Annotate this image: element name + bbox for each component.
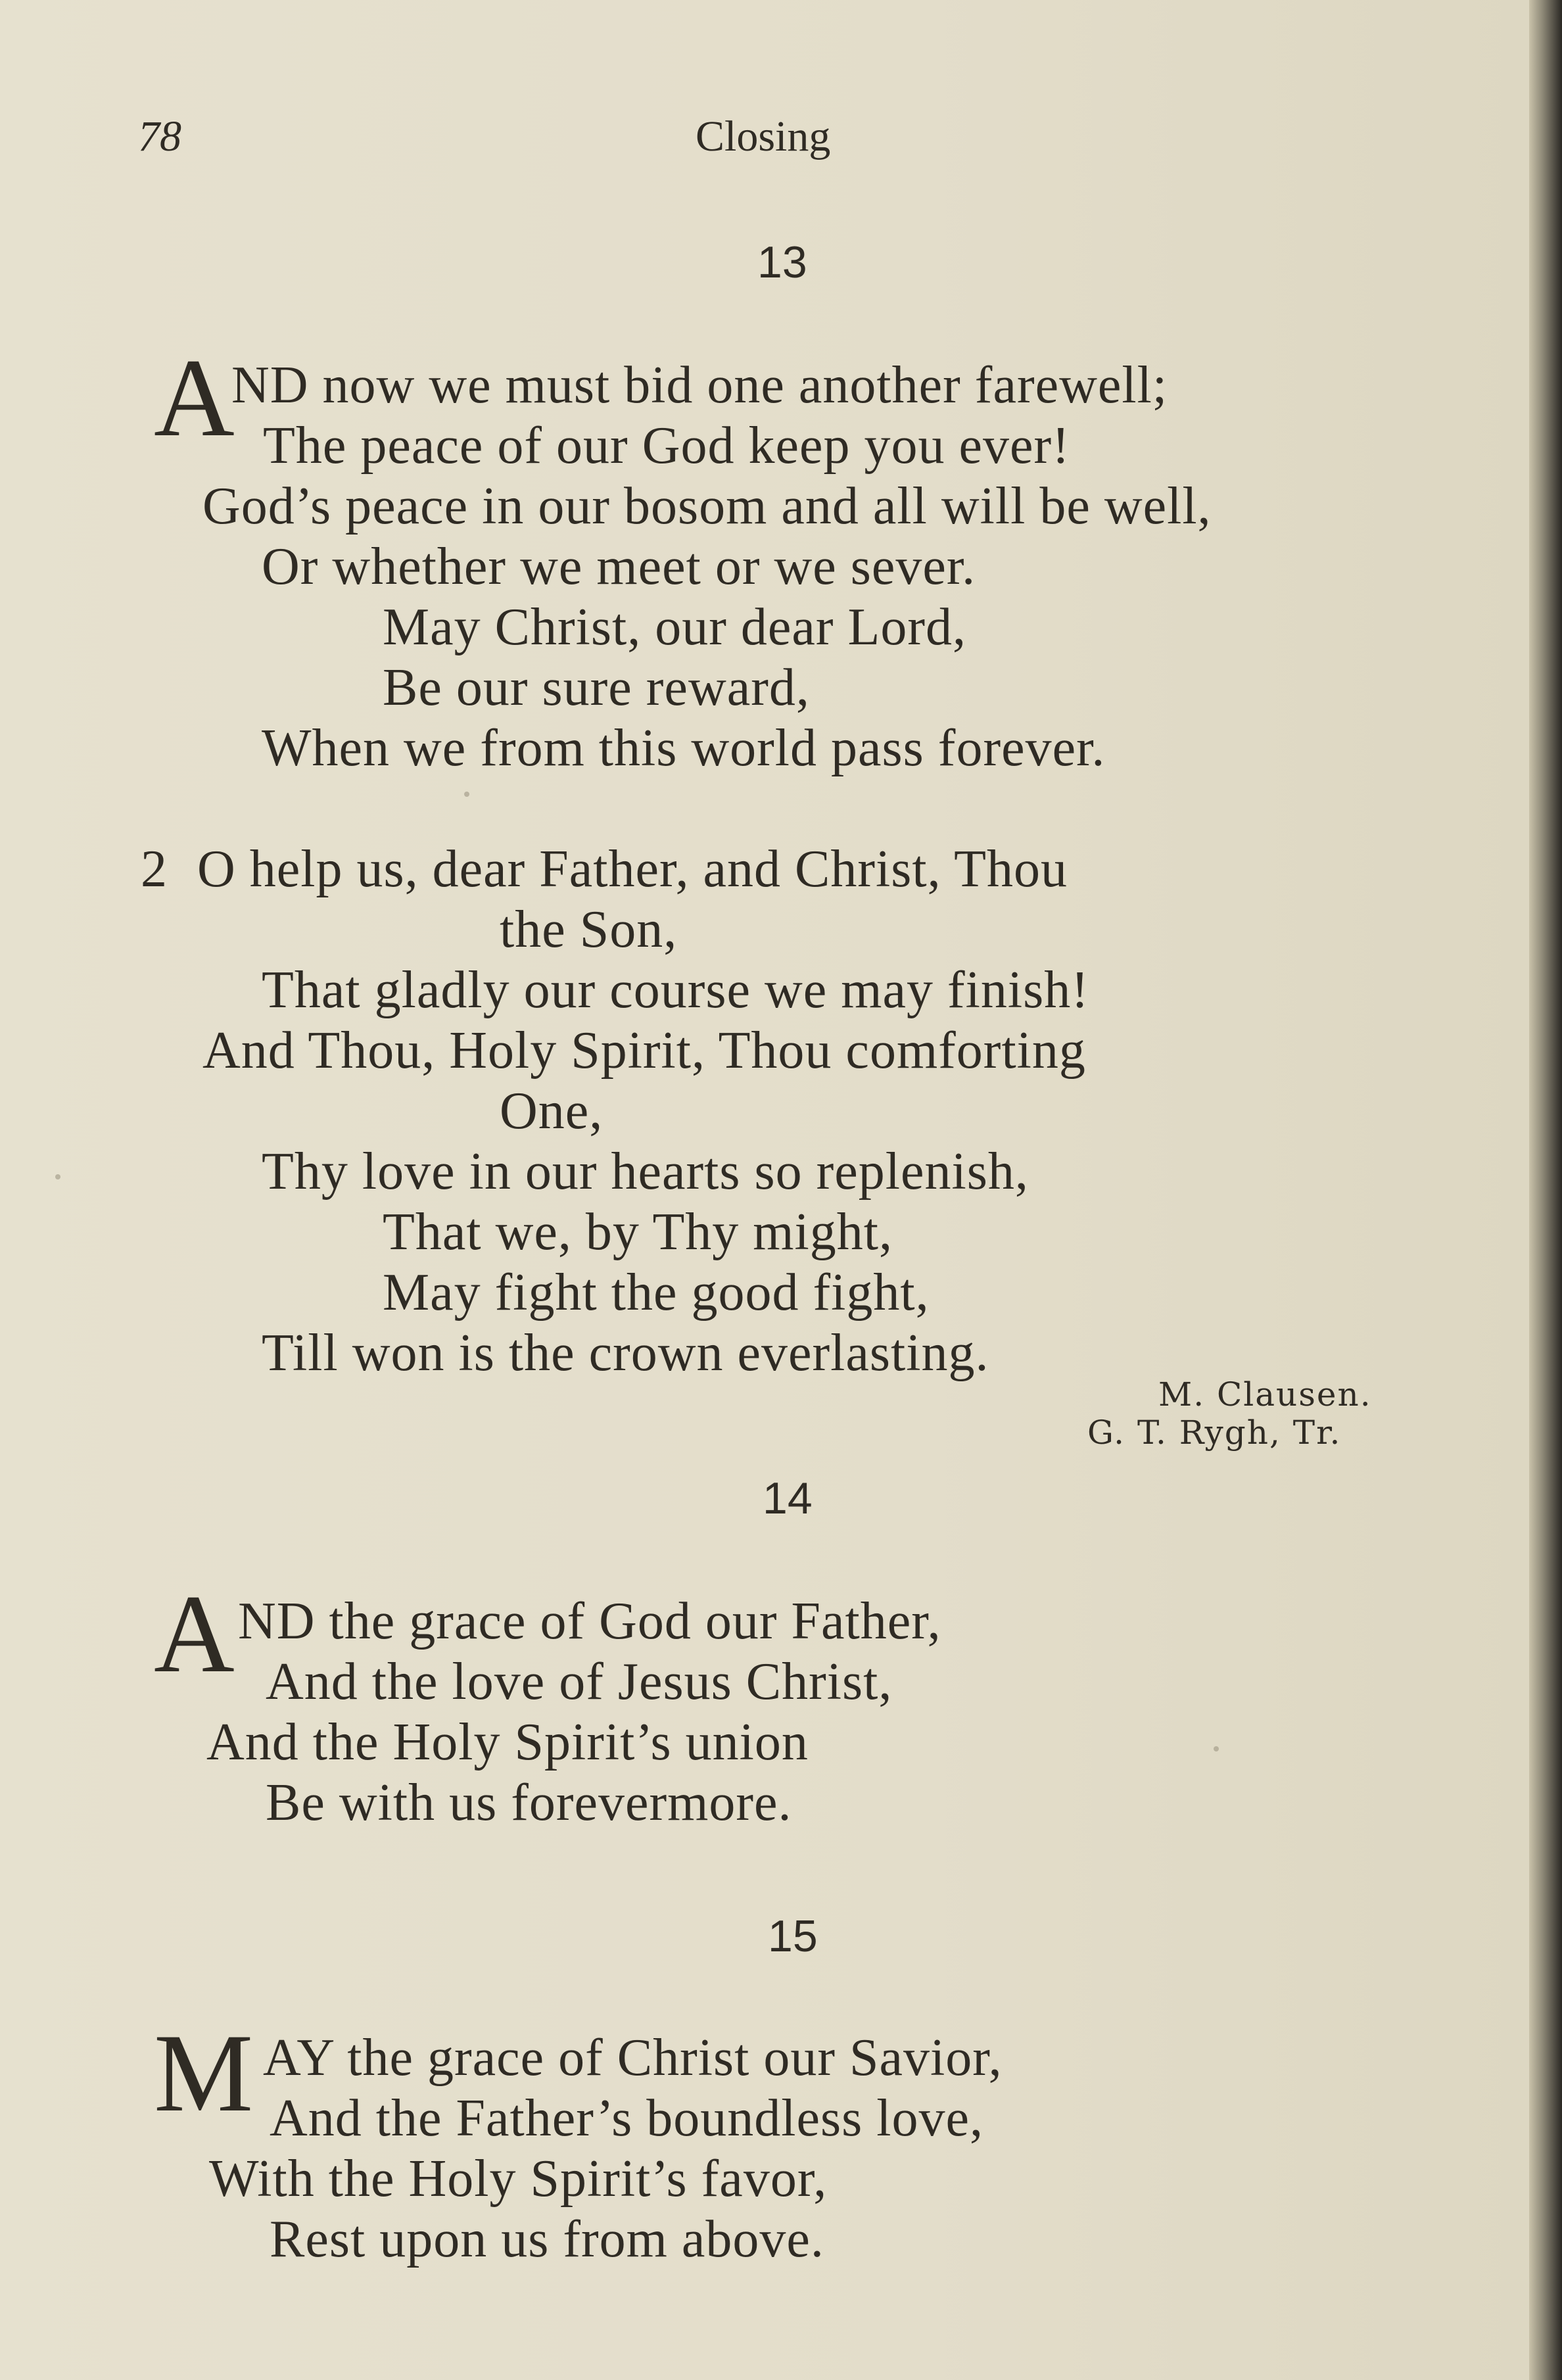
hymn-line: AY the grace of Christ our Savior, xyxy=(263,2029,1003,2087)
hymn-line: Be our sure reward, xyxy=(383,659,810,717)
verse-number: 2 xyxy=(141,840,168,898)
paper-speck xyxy=(55,1174,60,1179)
hymn-line: One, xyxy=(500,1082,604,1140)
hymn-line: May fight the good fight, xyxy=(383,1264,930,1321)
author-attribution: M. Clausen. xyxy=(1158,1375,1372,1414)
hymn-line: O help us, dear Father, and Christ, Thou xyxy=(197,840,1068,898)
hymn-line: ND the grace of God our Father, xyxy=(238,1592,941,1650)
hymn-line: And the Holy Spirit’s union xyxy=(206,1713,809,1771)
hymn-line: And the love of Jesus Christ, xyxy=(266,1653,893,1711)
hymn-line: Till won is the crown everlasting. xyxy=(262,1324,989,1382)
hymn-line: Or whether we meet or we sever. xyxy=(262,538,976,596)
hymn-line: The peace of our God keep you ever! xyxy=(263,417,1070,475)
paper-speck xyxy=(464,792,469,797)
hymn-number: 13 xyxy=(757,237,807,287)
hymn-line: Thy love in our hearts so replenish, xyxy=(262,1143,1029,1201)
hymn-line: That gladly our course we may finish! xyxy=(262,961,1089,1019)
hymn-line: God’s peace in our bosom and all will be well, xyxy=(202,477,1212,535)
hymn-line: When we from this world pass forever. xyxy=(262,719,1106,777)
paper-speck xyxy=(1214,1746,1219,1751)
hymn-line: That we, by Thy might, xyxy=(383,1203,893,1261)
drop-cap: M xyxy=(154,2011,254,2135)
hymn-line: With the Holy Spirit’s favor, xyxy=(209,2150,828,2208)
page-edge-shadow xyxy=(1529,0,1562,2380)
hymn-line: And the Father’s boundless love, xyxy=(270,2089,983,2147)
drop-cap: A xyxy=(154,1572,235,1696)
hymn-number: 14 xyxy=(763,1473,813,1523)
drop-cap: A xyxy=(154,336,235,460)
hymn-line: May Christ, our dear Lord, xyxy=(383,598,967,656)
hymn-line: ND now we must bid one another farewell; xyxy=(231,356,1168,414)
section-title: Closing xyxy=(696,112,831,160)
hymn-number: 15 xyxy=(768,1911,818,1961)
hymn-line: the Son, xyxy=(500,901,678,959)
hymn-line: Rest upon us from above. xyxy=(270,2210,824,2268)
page-number: 78 xyxy=(138,112,181,160)
translator-attribution: G. T. Rygh, Tr. xyxy=(1087,1414,1342,1452)
hymn-line: And Thou, Holy Spirit, Thou comforting xyxy=(202,1022,1086,1080)
hymn-line: Be with us forevermore. xyxy=(266,1774,792,1832)
